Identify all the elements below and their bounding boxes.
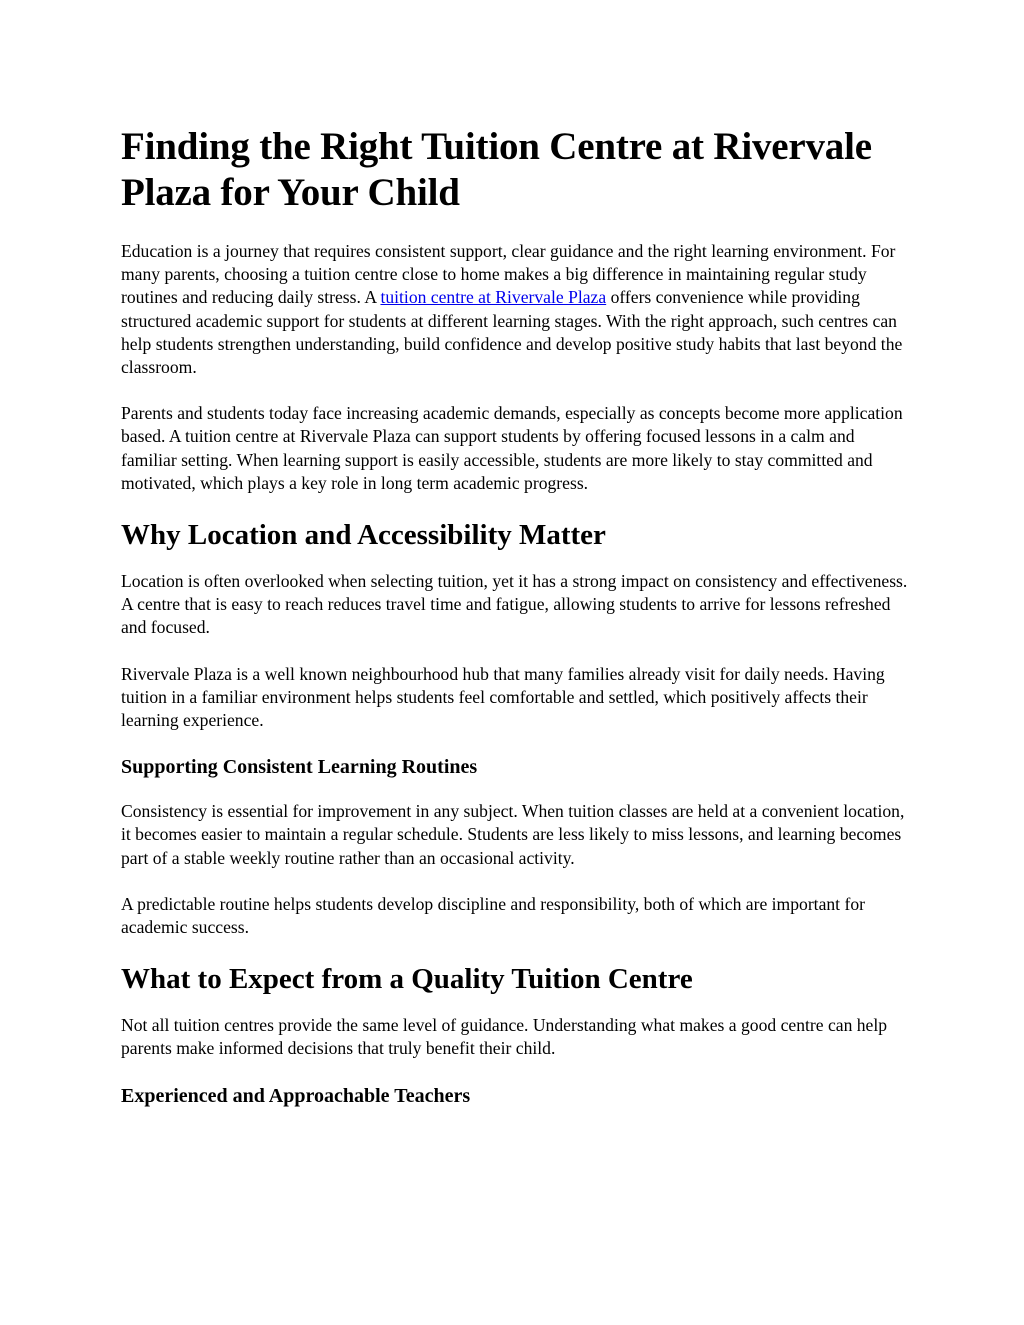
article-title: Finding the Right Tuition Centre at Rivervale Plaza for Your Child (121, 125, 872, 214)
document-page (121, 124, 911, 1129)
routines-paragraph-2: A predictable routine helps students develop discipline and responsibility, both of which are important for academic success. (121, 893, 865, 938)
tuition-centre-link[interactable]: tuition centre at Rivervale Plaza (380, 287, 607, 308)
routines-paragraph-1: Consistency is essential for improvement in any subject. When tuition classes are held at a convenient location, it becomes easier to maintain a regular schedule. Students are less likely to miss lessons, and learning becomes part of a stable weekly routine rather than an occasional activity. (121, 801, 905, 868)
intro-paragraph-1 (121, 240, 911, 379)
subheading-routines: Supporting Consistent Learning Routines (121, 756, 478, 779)
location-paragraph-1: Location is often overlooked when selecting tuition, yet it has a strong impact on consistency and effectiveness. A centre that is easy to reach reduces travel time and fatigue, allowing students to arrive for lessons refreshed and focused. (121, 571, 908, 638)
section-heading-location: Why Location and Accessibility Matter (121, 519, 606, 552)
intro-text-after-link: offers convenience while providing structured academic support for students at different learning stages. With the right approach, such centres can help students strengthen understanding, build confidence and develop positive study habits that last beyond the classroom. (121, 287, 903, 378)
location-paragraph-2: Rivervale Plaza is a well known neighbourhood hub that many families already visit for daily needs. Having tuition in a familiar environment helps students feel comfortable and settled, which positively affects their learning experience. (121, 663, 885, 731)
intro-text-before-link: Education is a journey that requires consistent support, clear guidance and the right learning environment. For many parents, choosing a tuition centre close to home makes a big difference in maintaining regular study routines and reducing daily stress. A (121, 241, 896, 308)
section-heading-quality: What to Expect from a Quality Tuition Centre (121, 963, 693, 996)
intro-paragraph-2: Parents and students today face increasing academic demands, especially as concepts become more application based. A tuition centre at Rivervale Plaza can support students by offering focused lessons in a calm and familiar setting. When learning support is easily accessible, students are more likely to stay committed and motivated, which plays a key role in long term academic progress. (121, 403, 903, 493)
subheading-teachers: Experienced and Approachable Teachers (121, 1084, 471, 1107)
quality-paragraph-1: Not all tuition centres provide the same level of guidance. Understanding what makes a good centre can help parents make informed decisions that truly benefit their child. (121, 1015, 888, 1059)
